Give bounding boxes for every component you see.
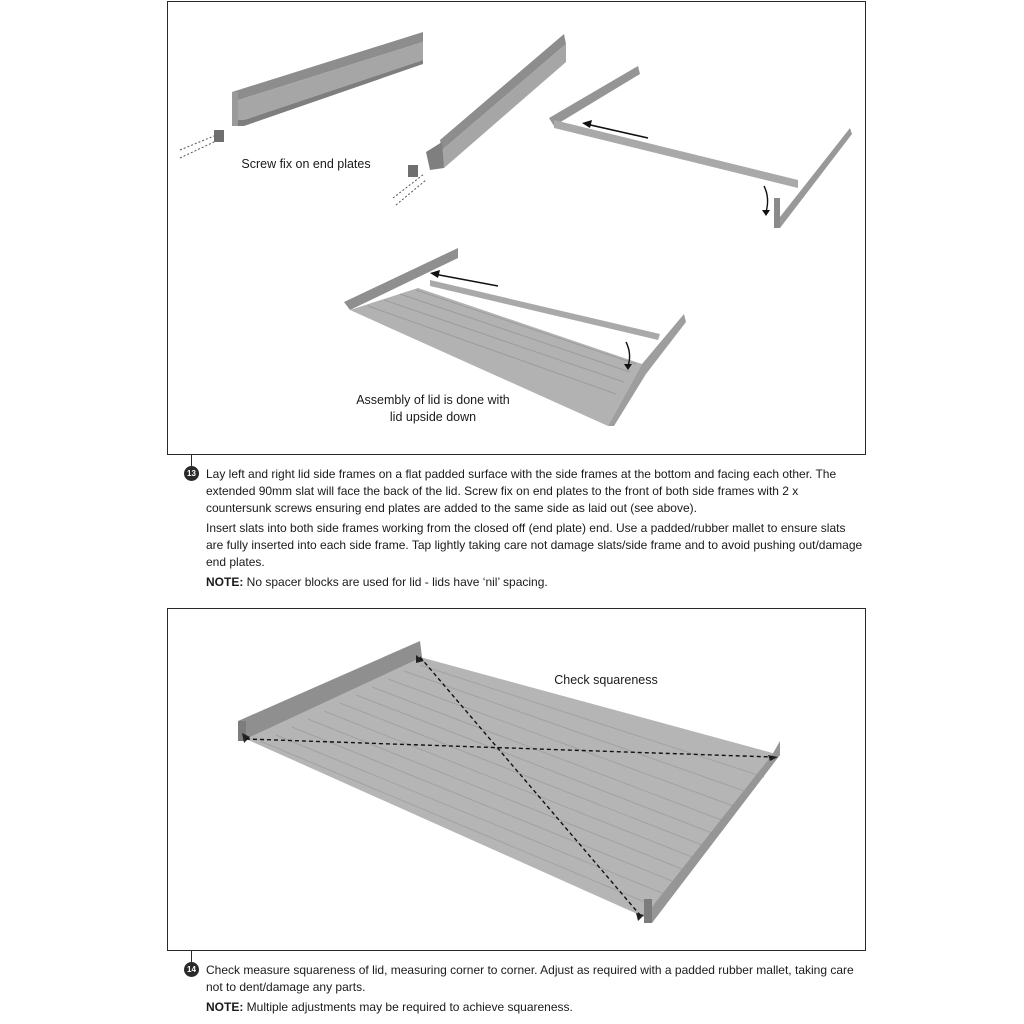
end-plate-right — [393, 165, 426, 205]
side-frame-right — [426, 34, 566, 170]
step-13-para2: Insert slats into both side frames working from the closed off (end plate) end. Use a padded/rubber mallet to ensure slats are fully inserted into each side frame. Tap lightly taking care not damage slats/side frame and to avoid pushing out/damage end plates. — [206, 521, 863, 569]
step-13-number: 13 — [184, 466, 199, 481]
step-14-number: 14 — [184, 962, 199, 977]
caption-check-squareness: Check squareness — [554, 673, 658, 687]
note-label: NOTE: — [206, 1000, 244, 1014]
side-frame-left — [232, 32, 423, 126]
frames-with-slat — [549, 66, 852, 228]
assembly-illustration — [168, 2, 867, 456]
step-14-text — [206, 962, 866, 1019]
step-13-text — [206, 466, 866, 594]
illustration-panel-squareness — [167, 608, 866, 951]
caption-assembly — [338, 392, 528, 426]
squareness-illustration — [168, 609, 867, 952]
note-text: No spacer blocks are used for lid - lids have ‘nil’ spacing. — [243, 575, 548, 589]
caption-screw-fix: Screw fix on end plates — [241, 157, 371, 171]
step-13-para1: Lay left and right lid side frames on a flat padded surface with the side frames at the bottom and facing each other. The extended 90mm slat will face the back of the lid. Screw fix on end plates to the front of both side frames with 2 x countersunk screws ensuring end plates are added to the same side as laid out (see above). — [206, 467, 837, 515]
step-14-para1: Check measure squareness of lid, measuring corner to corner. Adjust as required with a padded rubber mallet, taking care not to dent/damage any parts. — [206, 963, 854, 994]
lid-assembled — [238, 641, 780, 923]
end-plate-left — [180, 130, 224, 158]
caption-assembly-line1: Assembly of lid is done with — [356, 393, 510, 407]
caption-assembly-line2: lid upside down — [389, 410, 477, 424]
note-label: NOTE: — [206, 575, 244, 589]
note-text: Multiple adjustments may be required to achieve squareness. — [243, 1000, 573, 1014]
step-14-note — [206, 999, 866, 1016]
illustration-panel-assembly — [167, 1, 866, 455]
step-13-note — [206, 574, 866, 591]
